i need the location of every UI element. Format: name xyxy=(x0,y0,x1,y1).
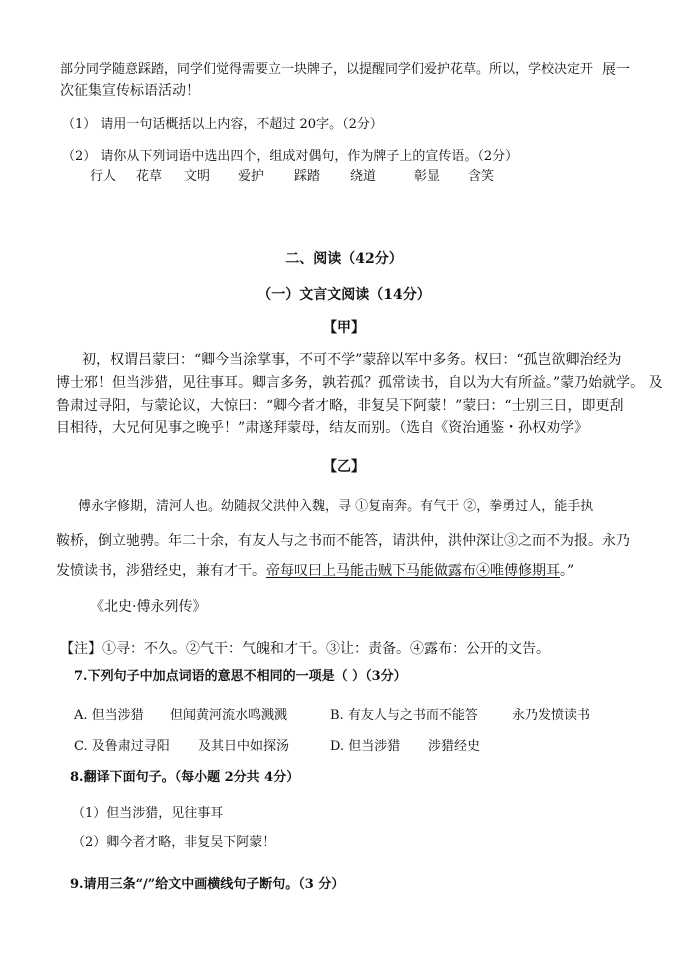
passage-yi-source: 《北史·傅永列传》 xyxy=(90,599,207,615)
word-option: 踩踏 xyxy=(294,169,321,184)
question-1: （1） 请用一句话概括以上内容，不超过 20字。（2分） xyxy=(62,117,383,132)
intro-line-1-tail: 展一 xyxy=(602,62,630,78)
passage-yi-line-3-end: 。” xyxy=(560,563,575,579)
question-7-option-b-compare: 永乃发愤读书 xyxy=(512,708,591,723)
passage-jia-label: 【甲】 xyxy=(323,320,365,336)
intro-line-2: 次征集宣传标语活动！ xyxy=(60,83,200,99)
question-7-option-d-compare: 涉猎经史 xyxy=(428,739,481,754)
question-9: 9.请用三条“/”给文中画横线句子断句。（3 分） xyxy=(70,877,345,892)
word-option: 花草 xyxy=(136,169,163,184)
passage-yi-line-1: 傅永字修期，清河人也。幼随叔父洪仲入魏，寻 ①复南奔。有气干 ②，拳勇过人，能手执 xyxy=(78,499,594,514)
passage-jia-line: 初，权谓吕蒙曰：“卿今当涂掌事，不可不学”蒙辞以军中多务。权曰：“孤岂欲卿治经为 xyxy=(82,352,622,368)
question-7-option-a-compare: 但闻黄河流水鸣溅溅 xyxy=(170,708,288,723)
section-title: 二、阅读（42分） xyxy=(285,251,403,267)
question-7-option-c: C. 及鲁肃过寻阳 xyxy=(74,739,170,754)
word-option: 爱护 xyxy=(238,169,265,184)
word-option: 绕道 xyxy=(350,169,377,184)
passage-yi-label: 【乙】 xyxy=(323,459,365,475)
passage-jia-line: 目相待，大兄何见事之晚乎！”肃遂拜蒙母，结友而别。（选自《资治通鉴・孙权劝学》 xyxy=(56,420,589,436)
passage-yi-line-2: 鞍桥，倒立驰骋。年二十余，有友人与之书而不能答，请洪仲，洪仲深让③之而不为报。永乃 xyxy=(56,533,630,549)
word-option: 文明 xyxy=(184,169,211,184)
question-7-option-d: D. 但当涉猎 xyxy=(330,739,401,754)
subsection-title: （一）文言文阅读（14分） xyxy=(257,287,431,303)
word-option: 彰显 xyxy=(414,169,441,184)
passage-yi-line-3 xyxy=(56,563,574,579)
intro-line-1-text: 部分同学随意踩踏，同学们觉得需要立一块牌子，以提醒同学们爱护花草。所以，学校决定开 xyxy=(60,62,594,77)
question-8-stem: 8.翻译下面句子。（每小题 2分共 4分） xyxy=(70,770,300,785)
question-7-option-c-compare: 及其日中如探汤 xyxy=(198,739,290,754)
passage-jia-line: 鲁肃过寻阳，与蒙论议，大惊曰：“卿今者才略，非复吴下阿蒙！”蒙曰：“士别三日，即更刮 xyxy=(56,398,624,414)
question-8-sentence-2: （2）卿今者才略，非复吴下阿蒙！ xyxy=(72,835,276,850)
passage-jia-line: 博士邪！但当涉猎，见往事耳。卿言多务，孰若孤？孤常读书，自以为大有所益。”蒙乃始就学。 及 xyxy=(56,375,663,391)
passage-yi-line-3-start: 发愤读书，涉猎经史，兼有才干。 xyxy=(56,563,266,579)
annotation-notes: 【注】①寻：不久。②气干：气魄和才干。③让：责备。④露布：公开的文告。 xyxy=(60,641,550,657)
word-option: 行人 xyxy=(90,169,117,184)
question-7-option-b: B. 有友人与之书而不能答 xyxy=(330,708,478,723)
underlined-sentence: 帝每叹曰上马能击贼下马能做露布④唯傅修期耳 xyxy=(266,563,560,579)
question-8-sentence-1: （1）但当涉猎，见往事耳 xyxy=(72,806,224,821)
word-option: 含笑 xyxy=(468,169,495,184)
intro-line-1 xyxy=(60,63,593,78)
question-7-option-a: A. 但当涉猎 xyxy=(74,708,144,723)
question-2: （2） 请你从下列词语中选出四个，组成对偶句，作为牌子上的宣传语。（2分） xyxy=(62,149,519,164)
question-7-stem: 7.下列句子中加点词语的意思不相同的一项是（ ）（3分） xyxy=(74,669,407,684)
